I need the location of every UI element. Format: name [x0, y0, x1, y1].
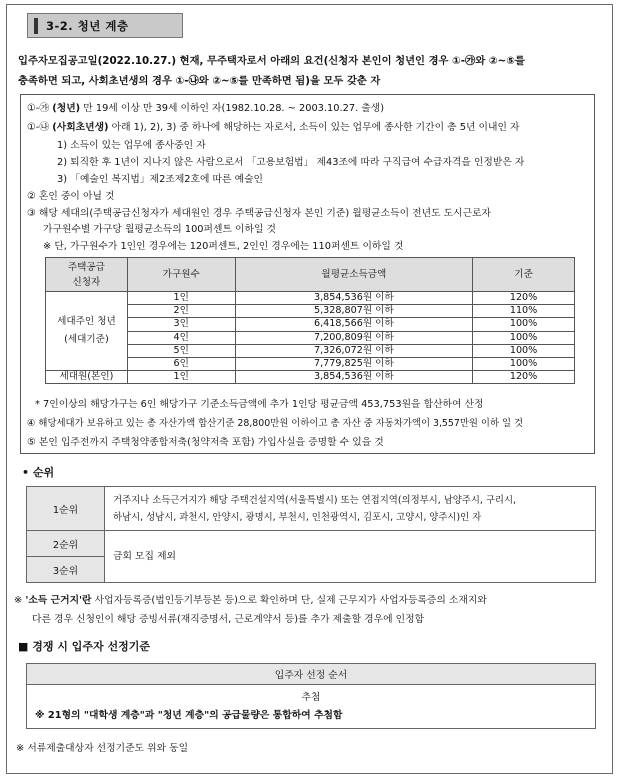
rank-3-label: 3순위 — [27, 557, 105, 583]
cell-members: 5인 — [127, 344, 235, 357]
selection-table-header: 입주자 선정 순서 — [27, 664, 596, 685]
note-text: 사업자등록증(법인등기부등본 등)으로 확인하며 단, 실제 근무지가 사업자등록증의 소재지와 — [91, 595, 487, 606]
ranking-heading: • 순위 — [22, 466, 55, 479]
criterion-1a-mark: ①-㉮ — [27, 103, 50, 114]
section-tab — [27, 13, 183, 38]
cell-members: 2인 — [127, 305, 235, 318]
header-ratio: 기준 — [473, 258, 575, 292]
criterion-1a-title: (청년) — [52, 103, 81, 114]
income-source-note — [14, 591, 604, 629]
cell-ratio: 100% — [473, 318, 575, 331]
note-line-1 — [14, 591, 604, 610]
cell-members: 1인 — [127, 292, 235, 305]
table-row — [46, 292, 575, 305]
criterion-2: ② 혼인 중이 아닐 것 — [27, 191, 115, 202]
note-term: '소득 근거지'란 — [25, 595, 92, 606]
income-table — [45, 257, 575, 384]
criterion-1a — [27, 101, 384, 116]
cell-amount: 3,854,536원 이하 — [235, 371, 473, 384]
table-row — [46, 371, 575, 384]
criterion-1b-sub-1: 1) 소득이 있는 업무에 종사중인 자 — [57, 140, 206, 151]
rank-1-line-2: 하남시, 성남시, 과천시, 안양시, 광명시, 부천시, 인천광역시, 김포시, 고양시, 양주시)인 자 — [113, 511, 482, 523]
cell-ratio: 110% — [473, 305, 575, 318]
cell-amount: 7,200,809원 이하 — [235, 331, 473, 344]
rank-2-3-desc: 금회 모집 제외 — [105, 531, 596, 583]
table-row — [27, 531, 596, 557]
cell-amount: 3,854,536원 이하 — [235, 292, 473, 305]
criterion-1b-sub-3: 3) 「예술인 복지법」제2조제2호에 따른 예술인 — [57, 174, 263, 185]
header-applicant: 주택공급 신청자 — [46, 258, 128, 292]
table-row — [27, 487, 596, 531]
cell-ratio: 100% — [473, 357, 575, 370]
header-members: 가구원수 — [127, 258, 235, 292]
cell-amount: 6,418,566원 이하 — [235, 318, 473, 331]
intro-paragraph — [18, 51, 603, 91]
cell-ratio: 100% — [473, 331, 575, 344]
ranking-table — [26, 486, 596, 583]
header-amount: 월평균소득금액 — [235, 258, 473, 292]
section-title: 3-2. 청년 계층 — [46, 19, 129, 33]
selection-table — [26, 663, 596, 729]
intro-line-1: 입주자모집공고일(2022.10.27.) 현재, 무주택자로서 아래의 요건(신청자 본인이 청년인 경우 ①-㉮와 ②~⑤를 — [18, 55, 525, 67]
criterion-1a-text: 만 19세 이상 만 39세 이하인 자(1982.10.28. ~ 2003.10.27. 출생) — [80, 103, 385, 114]
intro-line-2: 충족하면 되고, 사회초년생의 경우 ①-㉯와 ②~⑤를 만족하면 됨)을 모두 갖춘 자 — [18, 75, 381, 87]
rank-1-label: 1순위 — [27, 487, 105, 531]
cell-members: 4인 — [127, 331, 235, 344]
group-member: 세대원(본인) — [46, 371, 128, 384]
cell-members: 1인 — [127, 371, 235, 384]
criterion-1b-sub-2: 2) 퇴직한 후 1년이 지나지 않은 사람으로서 「고용보험법」 제43조에 따라 구직급여 수급자격을 인정받은 자 — [57, 157, 525, 168]
criterion-3-line-1: ③ 해당 세대의(주택공급신청자가 세대원인 경우 주택공급신청자 본인 기준) 월평균소득이 전년도 도시근로자 — [27, 208, 491, 219]
note-line-2: 다른 경우 신청인이 해당 증빙서류(재직증명서, 근로계약서 등)를 추가 제출할 경우에 인정함 — [32, 614, 425, 625]
criterion-4: ④ 해당세대가 보유하고 있는 총 자산가액 합산기준 28,800만원 이하이고 총 자산 중 자동차가액이 3,557만원 이하 일 것 — [27, 418, 524, 429]
cell-amount: 5,328,807원 이하 — [235, 305, 473, 318]
criterion-1b — [27, 120, 520, 135]
cell-ratio: 120% — [473, 292, 575, 305]
table-row — [27, 685, 596, 729]
cell-amount: 7,779,825원 이하 — [235, 357, 473, 370]
criterion-1b-text: 아래 1), 2), 3) 중 하나에 해당하는 자로서, 소득이 있는 업무에 종사한 기간이 총 5년 이내인 자 — [108, 122, 520, 133]
criterion-5: ⑤ 본인 입주전까지 주택청약종합저축(청약저축 포함) 가입사실을 증명할 수 있을 것 — [27, 437, 384, 448]
criterion-3-line-2: 가구원수별 가구당 월평균소득의 100퍼센트 이하일 것 — [43, 224, 277, 235]
rank-2-label: 2순위 — [27, 531, 105, 557]
note-mark: ※ — [14, 595, 26, 606]
criterion-1b-title: (사회초년생) — [52, 122, 109, 133]
cell-ratio: 120% — [473, 371, 575, 384]
selection-remark: ※ 21형의 "대학생 계층"과 "청년 계층"의 공급물량은 통합하여 추첨함 — [35, 709, 343, 721]
cell-members: 6인 — [127, 357, 235, 370]
income-footnote: * 7인이상의 해당가구는 6인 해당가구 기준소득금액에 추가 1인당 평균금액 453,753원을 합산하여 산정 — [35, 399, 484, 410]
rank-1-line-1: 거주지나 소득근거지가 해당 주택건설지역(서울특별시) 또는 연접지역(의정부시, 남양주시, 구리시, — [113, 494, 517, 506]
cell-members: 3인 — [127, 318, 235, 331]
income-table-header — [46, 258, 575, 292]
section-marker — [34, 18, 38, 34]
cell-ratio: 100% — [473, 344, 575, 357]
table-row — [27, 664, 596, 685]
selection-body — [27, 685, 596, 729]
footer-note: ※ 서류제출대상자 선정기준도 위와 동일 — [16, 743, 189, 754]
rank-1-desc — [105, 487, 596, 531]
criterion-1b-mark: ①-㉯ — [27, 122, 50, 133]
selection-heading: ■ 경쟁 시 입주자 선정기준 — [18, 640, 150, 653]
selection-method: 추첨 — [301, 691, 321, 703]
group-householder: 세대주인 청년 (세대기준) — [46, 292, 128, 371]
criterion-3-note: ※ 단, 가구원수가 1인인 경우에는 120퍼센트, 2인인 경우에는 110퍼센트 이하일 것 — [43, 241, 404, 252]
cell-amount: 7,326,072원 이하 — [235, 344, 473, 357]
